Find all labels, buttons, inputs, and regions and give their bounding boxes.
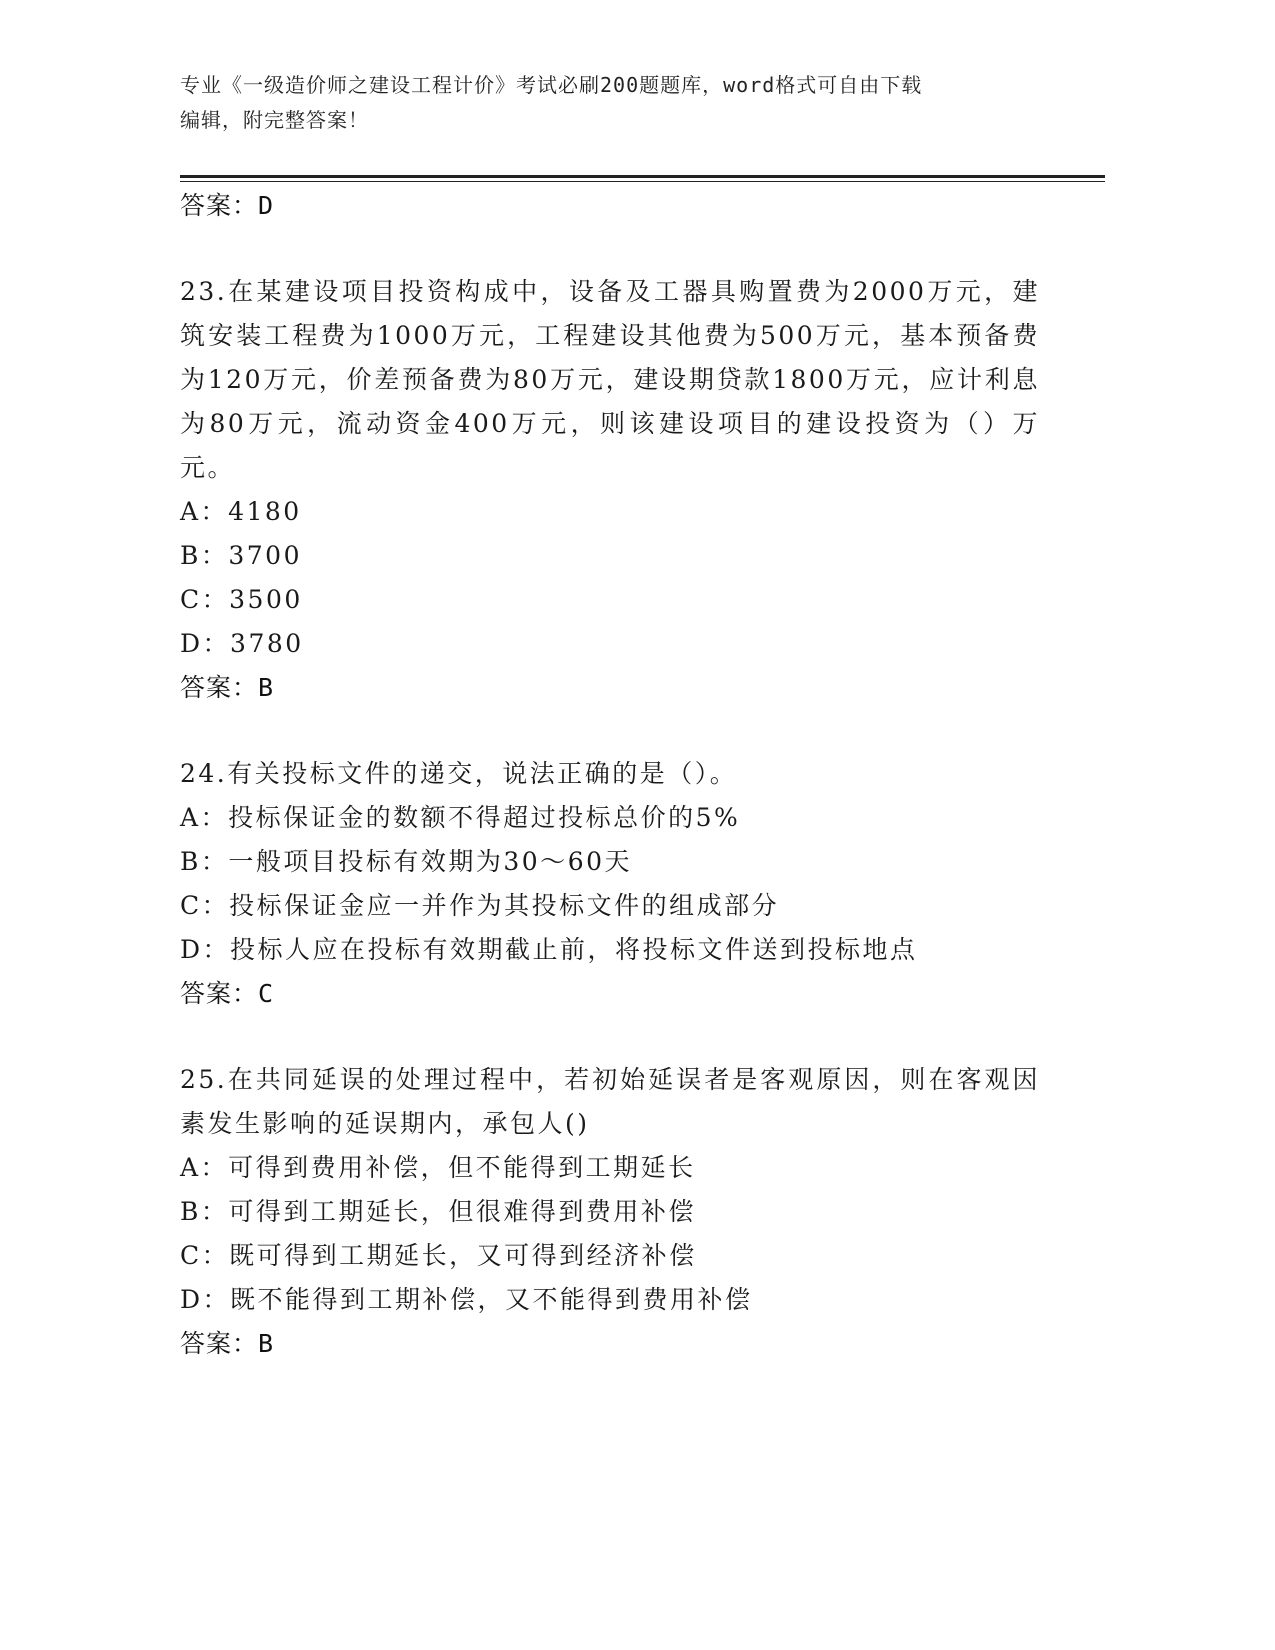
option-text: 一般项目投标有效期为30～60天 [228, 847, 632, 876]
header-rule-thick [180, 175, 1105, 178]
option-prefix: A： [180, 497, 229, 526]
answer-line: 答案：B [180, 673, 275, 702]
spacer [180, 1016, 1040, 1058]
option-text: 3780 [230, 629, 304, 658]
question-stem: 24.有关投标文件的递交，说法正确的是（）。 [180, 759, 738, 788]
option-text: 投标人应在投标有效期截止前，将投标文件送到投标地点 [230, 935, 918, 964]
option-c [180, 1234, 1040, 1278]
option-prefix: D： [180, 935, 231, 964]
option-b [180, 534, 1040, 578]
question-block [180, 270, 1040, 710]
question-block [180, 752, 1040, 1016]
option-a [180, 1146, 1040, 1190]
answer-line: 答案：C [180, 979, 275, 1008]
spacer [180, 710, 1040, 752]
option-prefix: D： [180, 629, 231, 658]
document-body [180, 184, 1040, 1366]
option-c [180, 578, 1040, 622]
option-text: 3500 [229, 585, 303, 614]
option-prefix: D： [180, 1285, 231, 1314]
option-prefix: B： [180, 1197, 229, 1226]
option-d [180, 1278, 1040, 1322]
option-text: 4180 [228, 497, 302, 526]
question-stem: 23.在某建设项目投资构成中，设备及工器具购置费为2000万元，建筑安装工程费为1000万元，工程建设其他费为500万元，基本预备费为120万元，价差预备费为80万元，建设期贷款1800万元，应计利息为80万元，流动资金400万元，则该建设项目的建设投资为（）万元。 [180, 277, 1040, 482]
document-header [180, 68, 1060, 138]
option-a [180, 490, 1040, 534]
option-d [180, 928, 1040, 972]
header-line-1: 专业《一级造价师之建设工程计价》考试必刷200题题库，word格式可自由下载 [180, 73, 923, 97]
question-block [180, 1058, 1040, 1366]
option-c [180, 884, 1040, 928]
option-text: 可得到工期延长，但很难得到费用补偿 [228, 1197, 696, 1226]
option-b [180, 1190, 1040, 1234]
header-line-2: 编辑，附完整答案！ [180, 108, 369, 132]
option-text: 可得到费用补偿，但不能得到工期延长 [228, 1153, 696, 1182]
header-rule-thin [180, 181, 1105, 182]
option-prefix: B： [180, 541, 229, 570]
option-text: 投标保证金的数额不得超过投标总价的5% [228, 803, 741, 832]
spacer [180, 228, 1040, 270]
previous-answer: 答案：D [180, 191, 275, 220]
option-text: 投标保证金应一并作为其投标文件的组成部分 [229, 891, 780, 920]
option-prefix: A： [180, 803, 229, 832]
option-prefix: A： [180, 1153, 229, 1182]
option-prefix: C： [180, 585, 230, 614]
option-text: 既不能得到工期补偿，又不能得到费用补偿 [230, 1285, 753, 1314]
option-d [180, 622, 1040, 666]
option-b [180, 840, 1040, 884]
option-prefix: B： [180, 847, 229, 876]
question-stem: 25.在共同延误的处理过程中，若初始延误者是客观原因，则在客观因素发生影响的延误期内，承包人() [180, 1065, 1040, 1138]
answer-line: 答案：B [180, 1329, 275, 1358]
option-a [180, 796, 1040, 840]
option-prefix: C： [180, 891, 230, 920]
option-text: 既可得到工期延长，又可得到经济补偿 [229, 1241, 697, 1270]
option-prefix: C： [180, 1241, 230, 1270]
option-text: 3700 [228, 541, 302, 570]
